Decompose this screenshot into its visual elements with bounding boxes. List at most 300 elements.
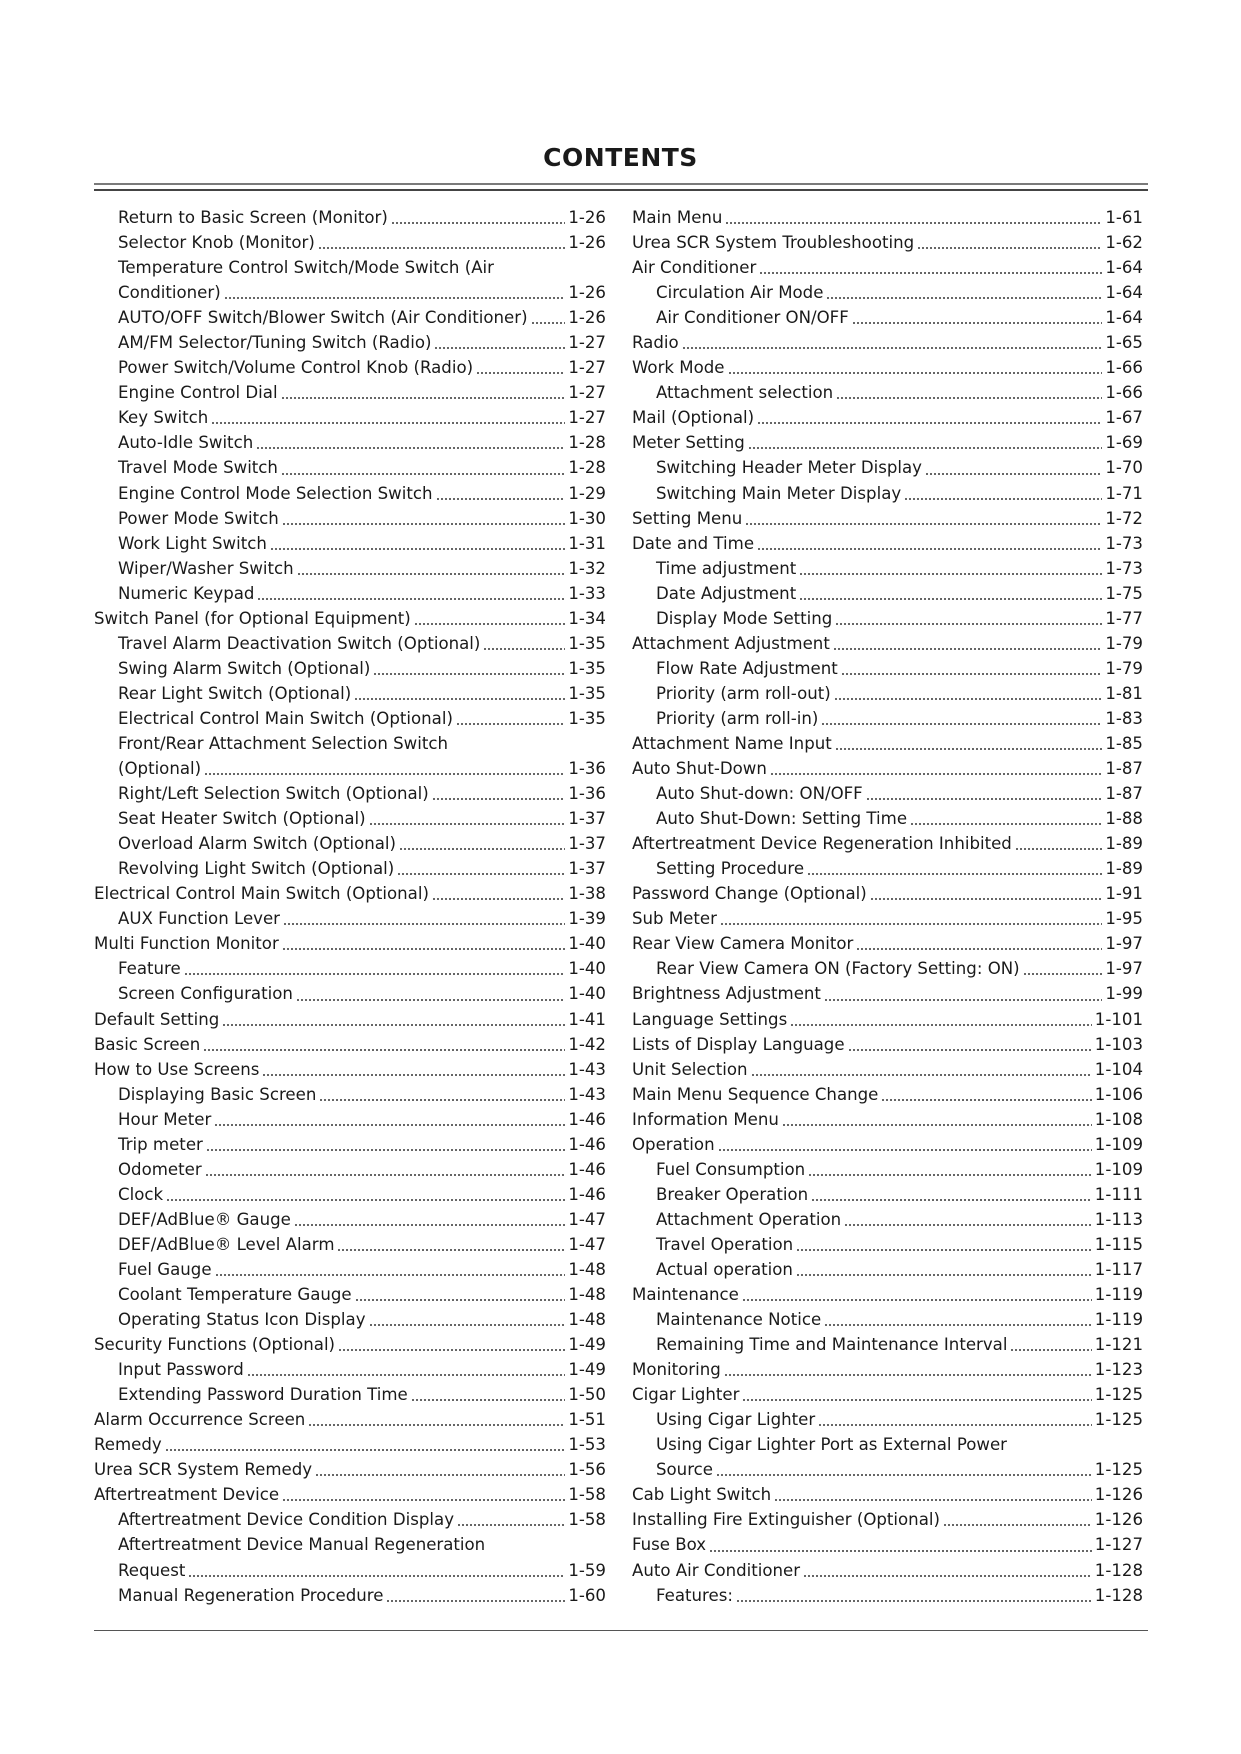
toc-entry-title: Manual Regeneration Procedure: [118, 1585, 384, 1605]
toc-entry-title: Travel Alarm Deactivation Switch (Optional): [118, 633, 481, 653]
leader-dots: [836, 397, 1102, 399]
leader-dots: [215, 1274, 566, 1276]
toc-entry[interactable]: [632, 1307, 1143, 1332]
toc-entry[interactable]: [632, 1532, 1143, 1557]
toc-entry-title: Attachment Adjustment: [632, 633, 830, 653]
toc-entry-page: 1-53: [568, 1435, 606, 1455]
toc-entry-title: Urea SCR System Remedy: [94, 1460, 313, 1480]
toc-entry[interactable]: [632, 731, 1143, 756]
toc-entry[interactable]: [94, 1507, 606, 1532]
toc-entry-title: Air Conditioner: [632, 258, 757, 278]
toc-entry-title: Power Mode Switch: [118, 508, 279, 528]
toc-entry[interactable]: [632, 230, 1143, 255]
leader-dots: [531, 322, 566, 324]
toc-entry-title: Fuel Consumption: [656, 1159, 806, 1179]
toc-entry-title: Electrical Control Main Switch (Optional): [118, 708, 453, 728]
toc-entry-page: 1-47: [568, 1209, 606, 1229]
toc-entry[interactable]: [94, 656, 606, 681]
toc-entry-title: Main Menu: [632, 208, 723, 227]
toc-entry[interactable]: [94, 1558, 606, 1583]
toc-entry[interactable]: [94, 756, 606, 781]
toc-entry[interactable]: [632, 1282, 1143, 1307]
leader-dots: [294, 1224, 565, 1226]
toc-entry[interactable]: [632, 280, 1143, 305]
toc-entry-page: 1-109: [1094, 1134, 1143, 1154]
toc-entry-title: Features:: [656, 1585, 733, 1605]
toc-entry-title: Request: [118, 1560, 186, 1580]
leader-dots: [808, 1174, 1092, 1176]
toc-entry[interactable]: [94, 881, 606, 906]
toc-entry[interactable]: [94, 1282, 606, 1307]
toc-entry[interactable]: [632, 405, 1143, 430]
toc-entry[interactable]: [632, 906, 1143, 931]
toc-entry-page: 1-87: [1105, 784, 1143, 804]
toc-entry-title: Aftertreatment Device Regeneration Inhibited: [632, 834, 1012, 854]
toc-entry-title: Remedy: [94, 1435, 162, 1455]
toc-entry[interactable]: [94, 706, 606, 731]
leader-dots: [811, 1199, 1092, 1201]
toc-entry[interactable]: [632, 1482, 1143, 1507]
leader-dots: [1010, 1349, 1091, 1351]
leader-dots: [716, 1474, 1092, 1476]
leader-dots: [456, 723, 565, 725]
toc-entry[interactable]: [632, 455, 1143, 480]
toc-entry[interactable]: [632, 556, 1143, 581]
toc-entry-title: Switch Panel (for Optional Equipment): [94, 608, 411, 628]
leader-dots: [165, 1449, 566, 1451]
toc-entry[interactable]: [632, 881, 1143, 906]
toc-entry-page: 1-81: [1105, 683, 1143, 703]
toc-entry-title: Flow Rate Adjustment: [656, 658, 838, 678]
toc-entry-title: Auto Shut-down: ON/OFF: [656, 784, 863, 804]
toc-entry[interactable]: [94, 1332, 606, 1357]
toc-entry[interactable]: [94, 1207, 606, 1232]
leader-dots: [835, 748, 1103, 750]
toc-entry-page: 1-65: [1105, 333, 1143, 353]
toc-entry-title: Attachment Operation: [656, 1209, 842, 1229]
toc-entry-title: Displaying Basic Screen: [118, 1084, 317, 1104]
toc-entry-page: 1-64: [1105, 283, 1143, 303]
toc-entry[interactable]: [94, 1257, 606, 1282]
toc-entry[interactable]: [632, 1082, 1143, 1107]
toc-entry[interactable]: [632, 1232, 1143, 1257]
leader-dots: [476, 372, 565, 374]
leader-dots: [270, 548, 565, 550]
leader-dots: [414, 623, 566, 625]
toc-entry-title: Attachment Name Input: [632, 733, 832, 753]
leader-dots: [720, 923, 1102, 925]
toc-entry-page: 1-40: [568, 934, 606, 954]
toc-entry-title: Trip meter: [118, 1134, 203, 1154]
leader-dots: [281, 397, 566, 399]
toc-entry-page: 1-111: [1094, 1184, 1143, 1204]
toc-entry-title: Alarm Occurrence Screen: [94, 1410, 306, 1430]
toc-entry-page: 1-87: [1105, 759, 1143, 779]
toc-entry[interactable]: [94, 931, 606, 956]
leader-dots: [282, 948, 566, 950]
toc-entry-page: 1-71: [1105, 483, 1143, 503]
toc-entry[interactable]: [632, 931, 1143, 956]
leader-dots: [296, 999, 565, 1001]
toc-entry[interactable]: [632, 430, 1143, 455]
toc-entry[interactable]: [94, 355, 606, 380]
toc-entry-page: 1-31: [568, 533, 606, 553]
toc-entry-title: Priority (arm roll-in): [656, 708, 819, 728]
toc-entry-title: Circulation Air Mode: [656, 283, 824, 303]
toc-entry-title: Attachment selection: [656, 383, 834, 403]
toc-entry-title: Basic Screen: [94, 1034, 201, 1054]
toc-entry-page: 1-46: [568, 1109, 606, 1129]
toc-entry[interactable]: [94, 1432, 606, 1457]
toc-entry-title: Auto Shut-Down: [632, 759, 767, 779]
toc-entry-title: Default Setting: [94, 1009, 220, 1029]
toc-entry-page: 1-117: [1094, 1259, 1143, 1279]
toc-entry[interactable]: [632, 981, 1143, 1006]
leader-dots: [369, 823, 566, 825]
leader-dots: [803, 1575, 1092, 1577]
leader-dots: [799, 598, 1102, 600]
toc-entry-page: 1-108: [1094, 1109, 1143, 1129]
toc-entry[interactable]: [94, 906, 606, 931]
toc-entry[interactable]: [632, 1157, 1143, 1182]
toc-entry-page: 1-49: [568, 1360, 606, 1380]
toc-entry-page: 1-99: [1105, 984, 1143, 1004]
toc-entry-page: 1-49: [568, 1335, 606, 1355]
toc-entry-title: Meter Setting: [632, 433, 745, 453]
toc-entry[interactable]: [632, 681, 1143, 706]
toc-entry[interactable]: [632, 606, 1143, 631]
leader-dots: [222, 1024, 565, 1026]
header-rule: [94, 183, 1148, 191]
toc-entry-title: Setting Menu: [632, 508, 743, 528]
toc-entry[interactable]: [94, 380, 606, 405]
toc-entry-title[interactable]: Front/Rear Attachment Selection Switch: [118, 733, 448, 753]
toc-entry-page: 1-35: [568, 708, 606, 728]
toc-entry[interactable]: [632, 1182, 1143, 1207]
toc-entry-title: Radio: [632, 333, 679, 353]
toc-entry-title: Switching Main Meter Display: [656, 483, 902, 503]
leader-dots: [742, 1399, 1091, 1401]
toc-entry[interactable]: [632, 581, 1143, 606]
toc-entry[interactable]: [94, 405, 606, 430]
toc-entry[interactable]: [94, 305, 606, 330]
toc-entry[interactable]: [94, 531, 606, 556]
leader-dots: [844, 1224, 1092, 1226]
toc-entry[interactable]: [94, 606, 606, 631]
toc-entry[interactable]: [94, 1107, 606, 1132]
toc-entry[interactable]: [632, 1332, 1143, 1357]
leader-dots: [748, 447, 1103, 449]
toc-entry[interactable]: [632, 1107, 1143, 1132]
toc-entry[interactable]: [94, 781, 606, 806]
toc-entry-page: 1-73: [1105, 533, 1143, 553]
leader-dots: [796, 1249, 1092, 1251]
toc-entry-title: Language Settings: [632, 1009, 788, 1029]
toc-entry-page: 1-97: [1105, 934, 1143, 954]
leader-dots: [184, 973, 566, 975]
toc-entry[interactable]: [94, 1132, 606, 1157]
toc-entry[interactable]: [632, 1558, 1143, 1583]
toc-entry[interactable]: [94, 1007, 606, 1032]
leader-dots: [436, 498, 566, 500]
toc-entry[interactable]: [94, 631, 606, 656]
toc-entry[interactable]: [94, 1457, 606, 1482]
leader-dots: [724, 1374, 1092, 1376]
toc-entry[interactable]: [632, 756, 1143, 781]
toc-entry[interactable]: [94, 230, 606, 255]
toc-entry[interactable]: [94, 455, 606, 480]
toc-entry[interactable]: [632, 806, 1143, 831]
toc-entry-title: Fuel Gauge: [118, 1259, 212, 1279]
leader-dots: [257, 598, 565, 600]
toc-entry[interactable]: [632, 1457, 1143, 1482]
toc-entry[interactable]: [94, 430, 606, 455]
toc-entry[interactable]: [94, 1357, 606, 1382]
toc-entry-title: Date and Time: [632, 533, 755, 553]
toc-entry-title: Switching Header Meter Display: [656, 458, 922, 478]
toc-entry[interactable]: [94, 831, 606, 856]
toc-entry[interactable]: [94, 1583, 606, 1608]
toc-entry-title: Auto Shut-Down: Setting Time: [656, 809, 908, 829]
toc-entry-page: 1-37: [568, 859, 606, 879]
toc-entry-page: 1-66: [1105, 358, 1143, 378]
leader-dots: [283, 923, 565, 925]
toc-entry-page: 1-70: [1105, 458, 1143, 478]
leader-dots: [925, 473, 1102, 475]
toc-entry[interactable]: [94, 956, 606, 981]
toc-entry[interactable]: [632, 1032, 1143, 1057]
toc-entry-page: 1-121: [1094, 1335, 1143, 1355]
toc-entry[interactable]: [632, 856, 1143, 881]
toc-entry-page: 1-88: [1105, 809, 1143, 829]
leader-dots: [188, 1575, 565, 1577]
leader-dots: [834, 698, 1103, 700]
toc-entry[interactable]: [632, 330, 1143, 355]
toc-entry[interactable]: [632, 1007, 1143, 1032]
leader-dots: [224, 297, 566, 299]
toc-entry[interactable]: [632, 1507, 1143, 1532]
toc-entry-page: 1-32: [568, 558, 606, 578]
leader-dots: [904, 498, 1102, 500]
leader-dots: [205, 1174, 566, 1176]
toc-entry-page: 1-125: [1094, 1460, 1143, 1480]
toc-entry-title: Password Change (Optional): [632, 884, 867, 904]
toc-entry[interactable]: [632, 355, 1143, 380]
toc-entry[interactable]: [632, 706, 1143, 731]
toc-entry[interactable]: [94, 1407, 606, 1432]
toc-entry-page: 1-43: [568, 1059, 606, 1079]
toc-entry-page: 1-46: [568, 1184, 606, 1204]
toc-entry[interactable]: [632, 1257, 1143, 1282]
toc-entry[interactable]: [632, 205, 1143, 230]
toc-entry-page: 1-26: [568, 283, 606, 303]
toc-entry[interactable]: [94, 556, 606, 581]
toc-entry-title: Engine Control Dial: [118, 383, 278, 403]
toc-entry-page: 1-27: [568, 358, 606, 378]
toc-entry-page: 1-33: [568, 583, 606, 603]
leader-dots: [203, 1049, 565, 1051]
toc-entry[interactable]: [632, 1357, 1143, 1382]
toc-entry[interactable]: [632, 781, 1143, 806]
toc-entry[interactable]: [632, 305, 1143, 330]
toc-entry-page: 1-27: [568, 333, 606, 353]
toc-entry-page: 1-125: [1094, 1385, 1143, 1405]
toc-entry[interactable]: [632, 481, 1143, 506]
leader-dots: [354, 698, 565, 700]
toc-entry-title[interactable]: Aftertreatment Device Manual Regeneration: [118, 1535, 486, 1555]
leader-dots: [386, 1600, 565, 1602]
leader-dots: [745, 523, 1102, 525]
toc-entry[interactable]: [632, 631, 1143, 656]
leader-dots: [204, 773, 565, 775]
toc-entry[interactable]: [632, 255, 1143, 280]
leader-dots: [355, 1299, 566, 1301]
toc-entry-page: 1-89: [1105, 859, 1143, 879]
page-title: CONTENTS: [543, 143, 698, 172]
toc-entry-title: Power Switch/Volume Control Knob (Radio): [118, 358, 474, 378]
leader-dots: [282, 523, 566, 525]
toc-entry[interactable]: [632, 1057, 1143, 1082]
toc-entry-title: Urea SCR System Troubleshooting: [632, 233, 915, 253]
toc-entry[interactable]: [632, 1407, 1143, 1432]
leader-dots: [759, 272, 1102, 274]
leader-dots: [1015, 848, 1102, 850]
leader-dots: [818, 1424, 1092, 1426]
toc-entry[interactable]: [632, 506, 1143, 531]
leader-dots: [807, 873, 1102, 875]
toc-entry-title: Odometer: [118, 1159, 202, 1179]
leader-dots: [757, 422, 1102, 424]
toc-entry[interactable]: [94, 1307, 606, 1332]
toc-entry-title: Overload Alarm Switch (Optional): [118, 834, 396, 854]
toc-entry-title: Source: [656, 1460, 713, 1480]
toc-entry-title: AM/FM Selector/Tuning Switch (Radio): [118, 333, 432, 353]
toc-entry-title: Key Switch: [118, 408, 209, 428]
toc-entry[interactable]: [632, 1382, 1143, 1407]
toc-entry[interactable]: [94, 856, 606, 881]
toc-entry[interactable]: [632, 656, 1143, 681]
toc-entry-title: Installing Fire Extinguisher (Optional): [632, 1510, 940, 1530]
toc-entry[interactable]: [632, 1132, 1143, 1157]
toc-entry-page: 1-28: [568, 433, 606, 453]
toc-entry-title: Operating Status Icon Display: [118, 1310, 366, 1330]
toc-entry-title: (Optional): [118, 759, 202, 779]
toc-entry-page: 1-41: [568, 1009, 606, 1029]
toc-entry[interactable]: [94, 1382, 606, 1407]
toc-entry-page: 1-83: [1105, 708, 1143, 728]
toc-entry[interactable]: [94, 1482, 606, 1507]
toc-entry-title: Extending Password Duration Time: [118, 1385, 408, 1405]
toc-entry-title: Display Mode Setting: [656, 608, 833, 628]
toc-entry[interactable]: [94, 681, 606, 706]
toc-entry[interactable]: [94, 330, 606, 355]
toc-entry[interactable]: [94, 1032, 606, 1057]
toc-entry[interactable]: [632, 831, 1143, 856]
toc-entry-title: DEF/AdBlue® Gauge: [118, 1209, 291, 1229]
toc-entry-page: 1-27: [568, 408, 606, 428]
toc-entry-page: 1-35: [568, 683, 606, 703]
toc-entry-title: Multi Function Monitor: [94, 934, 279, 954]
toc-entry-title[interactable]: Temperature Control Switch/Mode Switch (Air: [118, 258, 494, 278]
toc-entry-title: AUX Function Lever: [118, 909, 281, 929]
leader-dots: [411, 1399, 566, 1401]
toc-entry[interactable]: [94, 581, 606, 606]
toc-entry[interactable]: [94, 806, 606, 831]
toc-entry-page: 1-75: [1105, 583, 1143, 603]
toc-entry[interactable]: [94, 1157, 606, 1182]
toc-entry[interactable]: [94, 981, 606, 1006]
toc-entry-page: 1-73: [1105, 558, 1143, 578]
toc-entry-title: Actual operation: [656, 1259, 793, 1279]
leader-dots: [770, 773, 1102, 775]
toc-entry-page: 1-77: [1105, 608, 1143, 628]
toc-entry-title: Cigar Lighter: [632, 1385, 740, 1405]
toc-entry[interactable]: [94, 280, 606, 305]
toc-entry[interactable]: [94, 1232, 606, 1257]
leader-dots: [206, 1149, 565, 1151]
toc-entry-page: 1-39: [568, 909, 606, 929]
toc-entry-page: 1-35: [568, 633, 606, 653]
toc-entry[interactable]: [94, 1182, 606, 1207]
toc-entry[interactable]: [94, 481, 606, 506]
toc-entry-page: 1-58: [568, 1485, 606, 1505]
leader-dots: [742, 1299, 1092, 1301]
toc-entry[interactable]: [94, 1057, 606, 1082]
toc-entry-page: 1-48: [568, 1259, 606, 1279]
leader-dots: [790, 1024, 1092, 1026]
toc-entry[interactable]: [632, 1583, 1143, 1608]
leader-dots: [856, 948, 1102, 950]
toc-entry-page: 1-115: [1094, 1234, 1143, 1254]
leader-dots: [709, 1550, 1092, 1552]
toc-entry-title: Priority (arm roll-out): [656, 683, 831, 703]
toc-entry[interactable]: [632, 1207, 1143, 1232]
leader-dots: [728, 372, 1103, 374]
toc-entry-page: 1-48: [568, 1285, 606, 1305]
leader-dots: [391, 222, 566, 224]
toc-entry-title: Hour Meter: [118, 1109, 212, 1129]
toc-entry-title: Selector Knob (Monitor): [118, 233, 315, 253]
leader-dots: [166, 1199, 565, 1201]
toc-entry-title: Security Functions (Optional): [94, 1335, 336, 1355]
toc-entry-page: 1-85: [1105, 733, 1143, 753]
toc-entry[interactable]: [632, 531, 1143, 556]
toc-entry[interactable]: [632, 380, 1143, 405]
toc-entry-title: Return to Basic Screen (Monitor): [118, 208, 388, 227]
toc-entry-page: 1-125: [1094, 1410, 1143, 1430]
toc-entry[interactable]: [94, 205, 606, 230]
leader-dots: [943, 1524, 1092, 1526]
toc-entry-title: Seat Heater Switch (Optional): [118, 809, 366, 829]
toc-entry[interactable]: [94, 506, 606, 531]
leader-dots: [483, 648, 565, 650]
leader-dots: [318, 247, 566, 249]
leader-dots: [826, 297, 1102, 299]
toc-entry-page: 1-97: [1105, 959, 1143, 979]
toc-entry-title[interactable]: Using Cigar Lighter Port as External Power: [656, 1435, 1007, 1455]
toc-entry-title: Travel Operation: [656, 1234, 794, 1254]
toc-entry-title: Air Conditioner ON/OFF: [656, 308, 849, 328]
leader-dots: [282, 1499, 565, 1501]
leader-dots: [399, 848, 565, 850]
toc-entry[interactable]: [94, 1082, 606, 1107]
leader-dots: [796, 1274, 1092, 1276]
toc-entry[interactable]: [632, 956, 1143, 981]
toc-entry-title: Aftertreatment Device: [94, 1485, 280, 1505]
leader-dots: [725, 222, 1102, 224]
toc-entry-title: AUTO/OFF Switch/Blower Switch (Air Conditioner): [118, 308, 528, 328]
leader-dots: [841, 673, 1103, 675]
